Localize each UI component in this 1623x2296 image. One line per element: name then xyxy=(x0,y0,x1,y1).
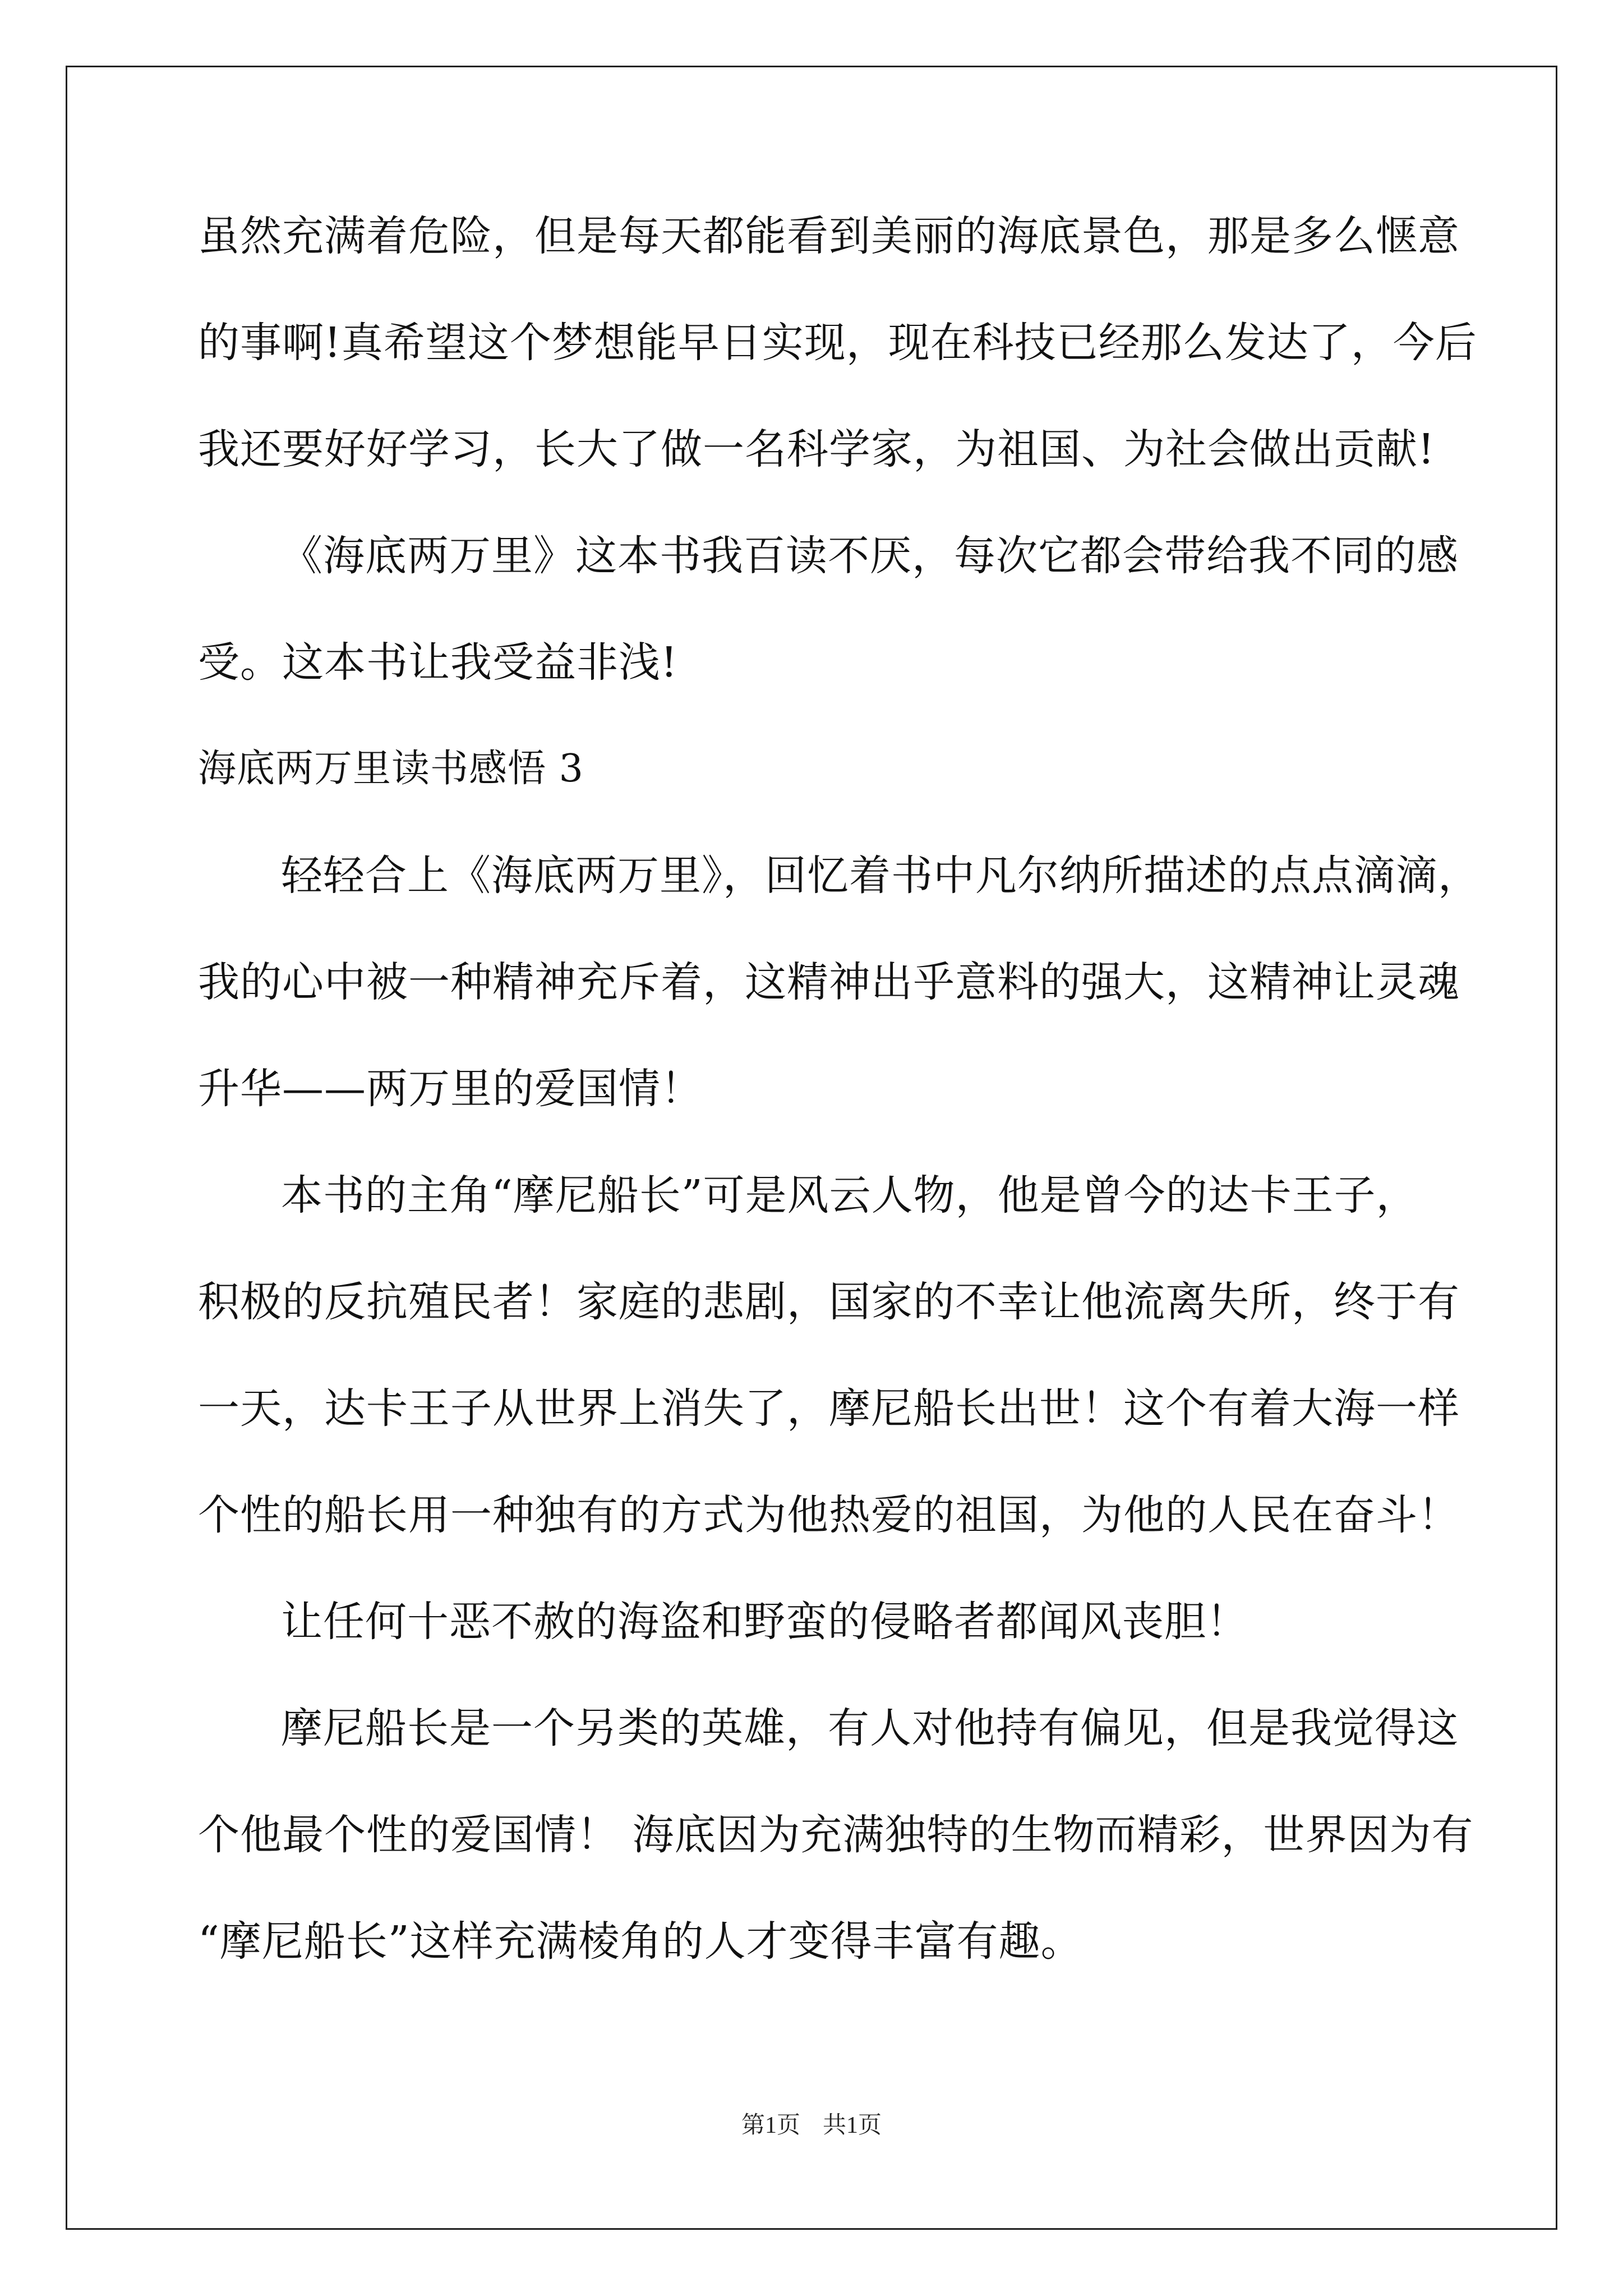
text-line: 个性的船长用一种独有的方式为他热爱的祖国，为他的人民在奋斗！ xyxy=(198,1491,1460,1539)
text-line: 个他最个性的爱国情！ 海底因为充满独特的生物而精彩，世界因为有 xyxy=(198,1811,1474,1859)
text-line: 虽然充满着危险，但是每天都能看到美丽的海底景色，那是多么惬意 xyxy=(198,212,1460,260)
text-line: 积极的反抗殖民者！家庭的悲剧，国家的不幸让他流离失所，终于有 xyxy=(198,1278,1460,1326)
page-number: 第1页 xyxy=(741,2113,800,2138)
text-line: 《海底两万里》这本书我百读不厌，每次它都会带给我不同的感 xyxy=(281,532,1459,580)
text-line: 轻轻合上《海底两万里》，回忆着书中凡尔纳所描述的点点滴滴， xyxy=(281,852,1480,900)
section-heading: 海底两万里读书感悟 3 xyxy=(198,747,584,791)
text-line: 让任何十恶不赦的海盗和野蛮的侵略者都闻风丧胆！ xyxy=(281,1598,1248,1646)
text-line: 本书的主角“摩尼船长”可是风云人物，他是曾今的达卡王子， xyxy=(281,1171,1418,1220)
text-line: 的事啊!真希望这个梦想能早日实现，现在科技已经那么发达了，今后 xyxy=(198,319,1477,367)
text-line: 摩尼船长是一个另类的英雄，有人对他持有偏见，但是我觉得这 xyxy=(281,1704,1459,1752)
page-footer xyxy=(0,2111,1623,2139)
text-line: 我的心中被一种精神充斥着，这精神出乎意料的强大，这精神让灵魂 xyxy=(198,958,1460,1006)
document-body xyxy=(198,208,1480,2020)
page-total: 共1页 xyxy=(823,2113,882,2138)
text-line: 受。这本书让我受益非浅! xyxy=(198,638,678,687)
text-line: 升华——两万里的爱国情！ xyxy=(198,1065,703,1113)
text-line: 一天，达卡王子从世界上消失了，摩尼船长出世！这个有着大海一样 xyxy=(198,1384,1460,1433)
text-line: 我还要好好学习，长大了做一名科学家，为祖国、为社会做出贡献! xyxy=(198,425,1435,473)
text-line: “摩尼船长”这样充满棱角的人才变得丰富有趣。 xyxy=(198,1917,1083,1966)
